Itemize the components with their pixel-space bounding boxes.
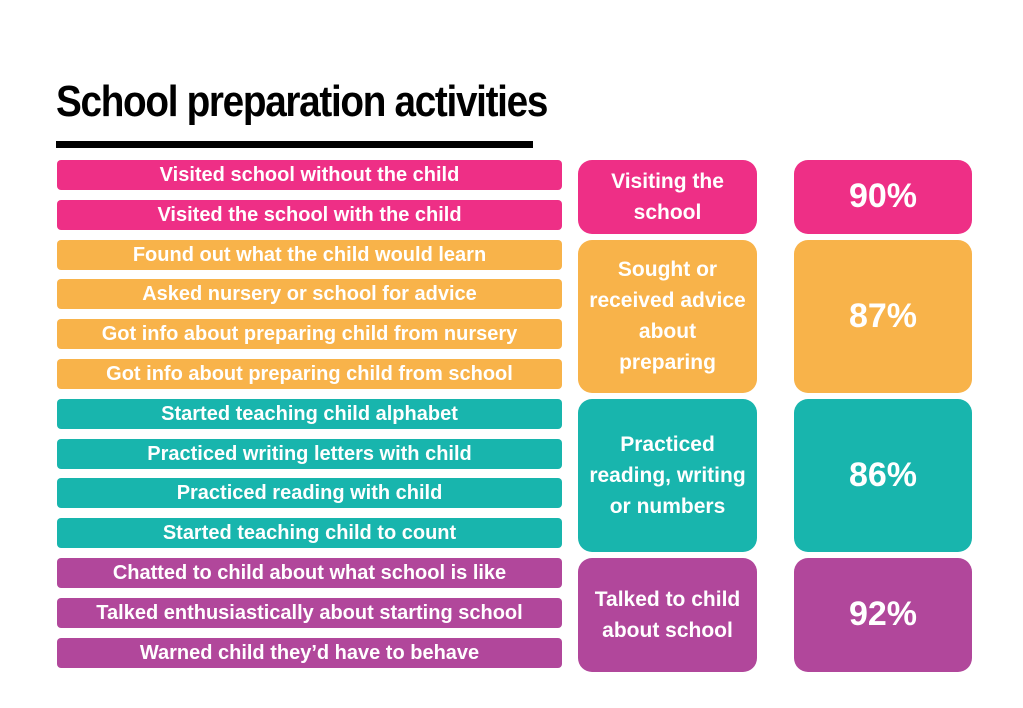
group-percentage: 90% xyxy=(794,160,972,234)
activity-bar: Got info about preparing child from school xyxy=(57,359,562,389)
activity-bar: Practiced writing letters with child xyxy=(57,439,562,469)
activity-bar: Started teaching child alphabet xyxy=(57,399,562,429)
activity-bar: Warned child they’d have to behave xyxy=(57,638,562,668)
group-label: Sought or received advice about preparing xyxy=(578,240,757,393)
activity-bar: Asked nursery or school for advice xyxy=(57,279,562,309)
activity-bar: Practiced reading with child xyxy=(57,478,562,508)
group-label: Talked to child about school xyxy=(578,558,757,672)
group-label: Visiting the school xyxy=(578,160,757,234)
activity-bar: Got info about preparing child from nursery xyxy=(57,319,562,349)
group-percentage: 92% xyxy=(794,558,972,672)
activity-bar: Talked enthusiastically about starting school xyxy=(57,598,562,628)
activity-bar: Found out what the child would learn xyxy=(57,240,562,270)
group-label: Practiced reading, writing or numbers xyxy=(578,399,757,552)
group-percentage: 86% xyxy=(794,399,972,552)
activity-bar: Chatted to child about what school is like xyxy=(57,558,562,588)
activity-bar: Started teaching child to count xyxy=(57,518,562,548)
activity-bar: Visited the school with the child xyxy=(57,200,562,230)
title-underline xyxy=(56,141,533,148)
activity-bar: Visited school without the child xyxy=(57,160,562,190)
group-percentage: 87% xyxy=(794,240,972,393)
page-title: School preparation activities xyxy=(56,77,548,126)
